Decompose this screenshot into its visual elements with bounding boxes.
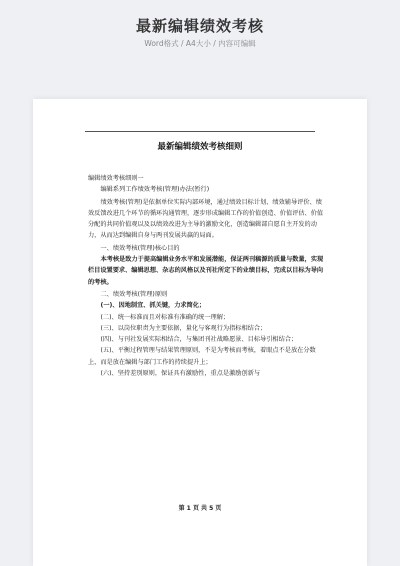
header-subtitle: Word格式 / A4大小 / 内容可编辑 — [144, 39, 256, 48]
document-body — [88, 173, 328, 379]
principle-item: (四)、与刊社发展实际相结合，与集团刊社战略愿景、目标导引相结合； — [100, 336, 298, 344]
header-rule — [85, 131, 315, 132]
principle-item: (六)、坚持差别原则，保证具有激励性，重点是激励创新与 — [100, 370, 261, 378]
section-heading-purpose: 一、绩效考核(管理)核心目的 — [100, 244, 180, 252]
page-number: 第 1 页 共 5 页 — [178, 505, 222, 512]
paragraph-intro: 编辑绩效考核细则一 — [88, 175, 144, 182]
paragraph-definition: 绩效考核(管理)是依据单位实际内部环境，通过绩效目标计划、绩效辅导评价、绩效反馈改进几个环节的循环沟通管理，逐步形成编辑工作的价值创造、价值评估、价值分配的共同价值观以及以绩效改进为主导的激励文化，创造编辑部自愿自主开发的动力，从而达到编辑自身与两刊发展共赢的局面。 — [88, 198, 324, 240]
paragraph-method-title: 编辑系列工作绩效考核(管理)办法(暂行) — [100, 186, 210, 194]
document-page — [33, 99, 367, 566]
principle-item: (一)、因地制宜、抓关键，力求简化； — [100, 302, 206, 310]
page-header — [0, 0, 400, 88]
document-title: 最新编辑绩效考核细则 — [157, 142, 243, 152]
principle-item: (五)、平衡过程管理与结果管理原则，不是为考核而考核，着眼点不是放在分数上，而是放在编辑与部门工作的持续提升上； — [88, 347, 316, 366]
header-title: 最新编辑绩效考核 — [135, 17, 264, 35]
principle-item: (三)、以岗位职责为主要依据，量化与客观行为指标相结合； — [100, 324, 267, 332]
principle-item: (二)、统一标准而且对标准有准确的统一理解； — [100, 313, 230, 321]
paragraph-purpose: 本考核是致力于提高编辑业务水平和发展潜能，保证两刊稿源的质量与数量，实现栏目设置要求、编辑思想、杂志的风格以及刊社所定下的业绩目标，完成以目标为导向的考核。 — [88, 256, 324, 286]
section-heading-principles: 二、绩效考核(管理)原则 — [100, 290, 168, 298]
